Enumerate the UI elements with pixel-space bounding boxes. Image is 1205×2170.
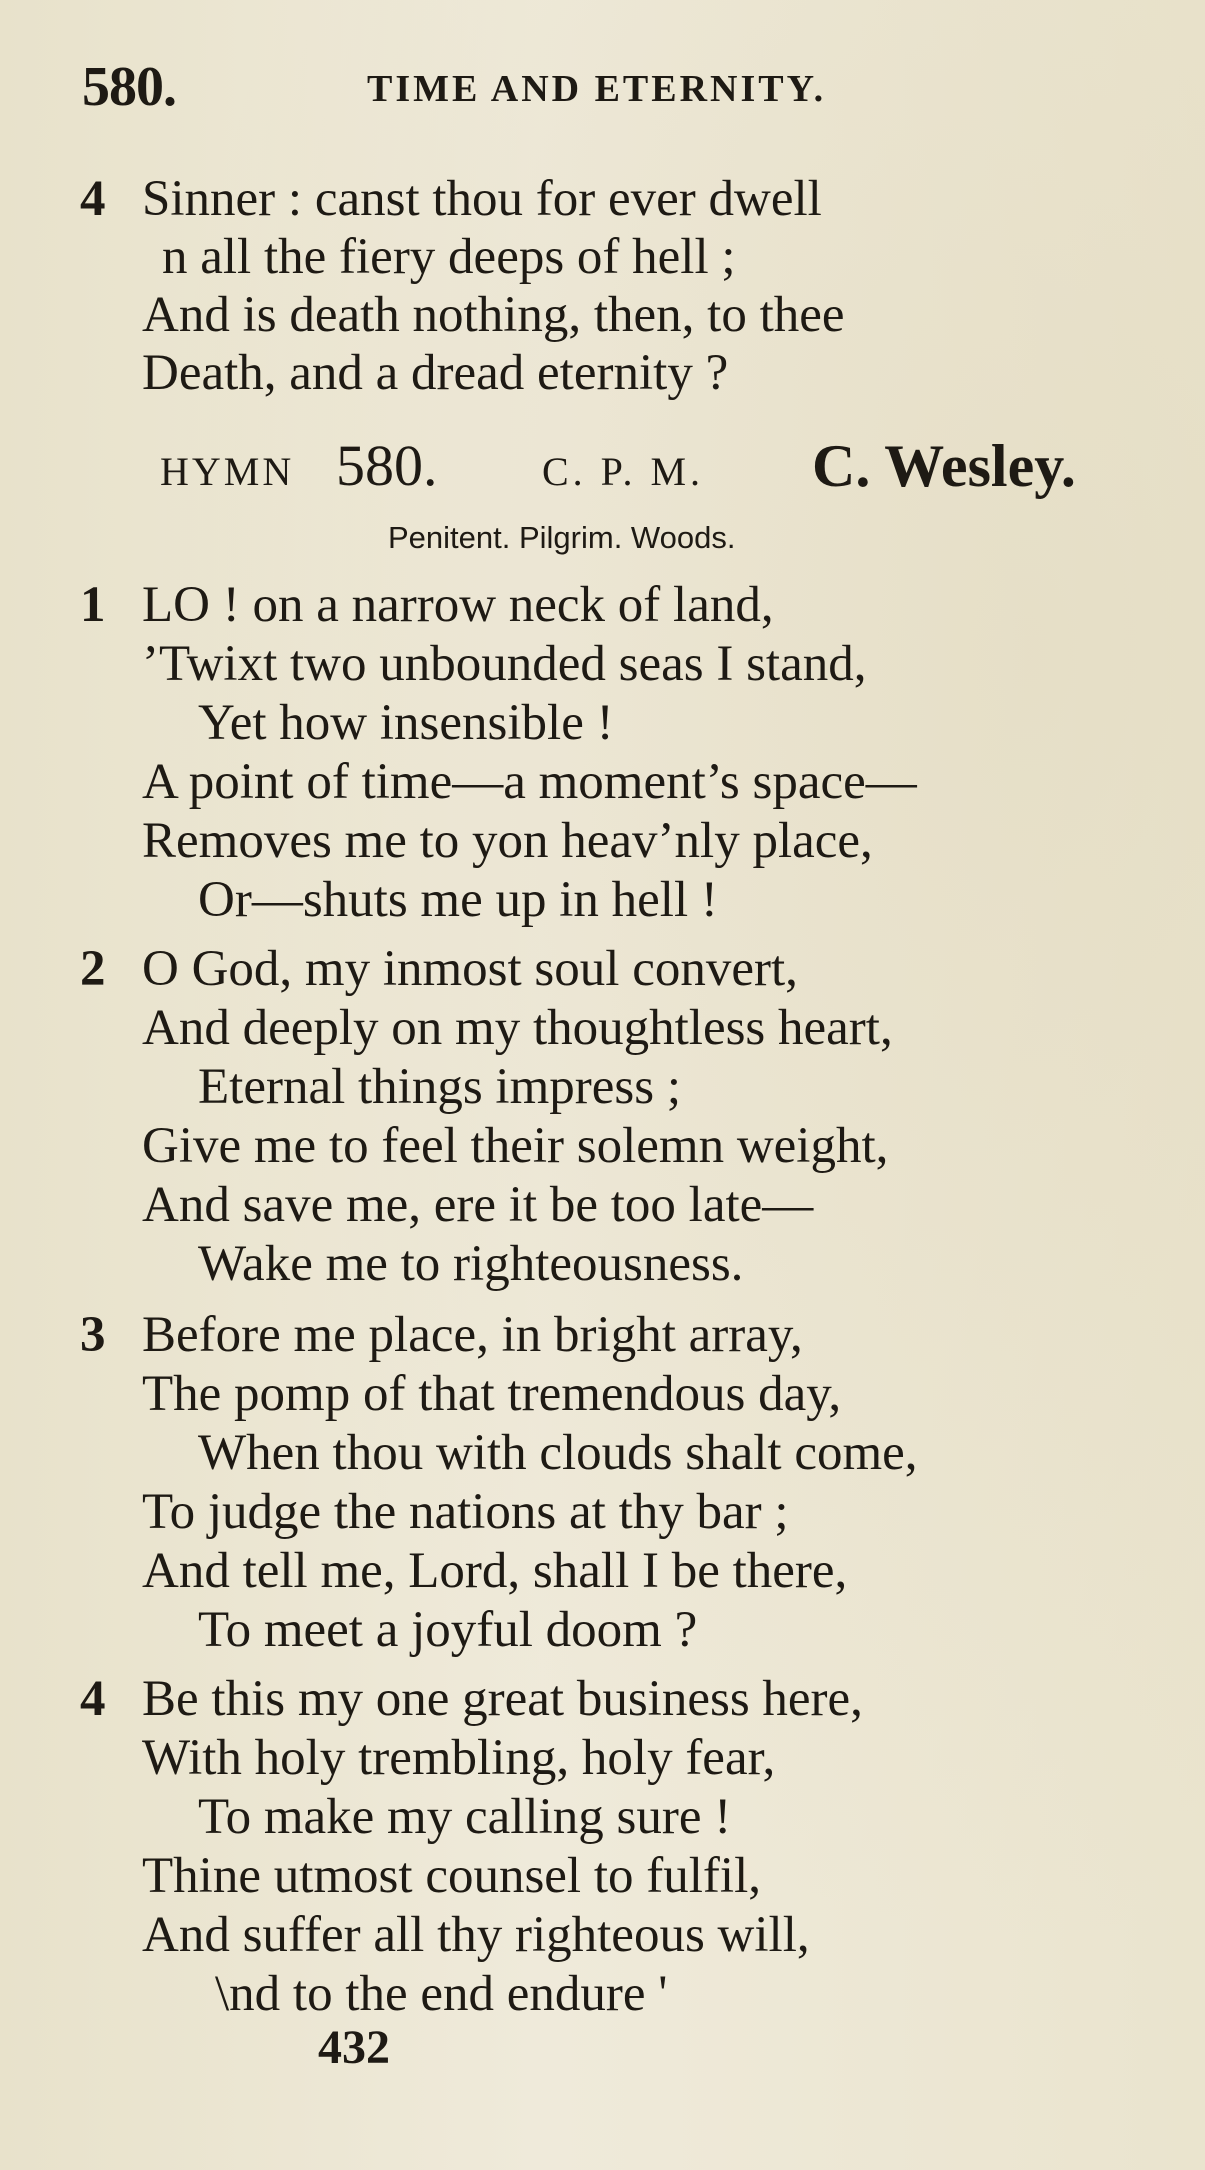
verse-line: And is death nothing, then, to thee xyxy=(142,287,845,343)
hymn-number: 580. xyxy=(336,433,438,498)
hymn-meter: C. P. M. xyxy=(542,449,705,494)
verse-line: Give me to feel their solemn weight, xyxy=(142,1118,889,1174)
verse-line: Sinner : canst thou for ever dwell xyxy=(142,171,822,227)
verse-line: To meet a joyful doom ? xyxy=(198,1602,698,1658)
verse-line: Wake me to righteousness. xyxy=(198,1236,744,1292)
verse-line: n all the fiery deeps of hell ; xyxy=(162,229,736,285)
verse-line: And suffer all thy righteous will, xyxy=(142,1907,810,1963)
verse-line: Be this my one great business here, xyxy=(142,1671,863,1727)
verse-line: And deeply on my thoughtless heart, xyxy=(142,1000,893,1056)
hymn-label: HYMN xyxy=(160,449,295,494)
verse-line: Death, and a dread eternity ? xyxy=(142,345,729,401)
page-number: 580. xyxy=(82,56,176,118)
hymn-heading xyxy=(160,432,1160,502)
verse-line: Yet how insensible ! xyxy=(198,695,614,751)
verse-line: And save me, ere it be too late— xyxy=(142,1177,814,1233)
verse-line: O God, my inmost soul convert, xyxy=(142,941,798,997)
verse-line: The pomp of that tremendous day, xyxy=(142,1366,842,1422)
tune-names: Penitent. Pilgrim. Woods. xyxy=(388,520,736,555)
verse-line: With holy trembling, holy fear, xyxy=(142,1730,776,1786)
signature-mark: 432 xyxy=(318,2021,390,2074)
verse-number: 1 xyxy=(80,577,106,633)
verse-line: A point of time—a moment’s space— xyxy=(142,754,917,810)
verse-number: 4 xyxy=(80,1671,106,1727)
verse-number: 2 xyxy=(80,941,106,997)
verse-line: Removes me to yon heav’nly place, xyxy=(142,813,873,869)
verse-line: Before me place, in bright array, xyxy=(142,1307,803,1363)
verse-line: To judge the nations at thy bar ; xyxy=(142,1484,789,1540)
verse-line: Thine utmost counsel to fulfil, xyxy=(142,1848,761,1904)
verse-number: 3 xyxy=(80,1307,106,1363)
hymn-author: C. Wesley. xyxy=(812,433,1076,499)
verse-line: LO ! on a narrow neck of land, xyxy=(142,577,774,633)
verse-line: Eternal things impress ; xyxy=(198,1059,682,1115)
verse-line: \nd to the end endure ' xyxy=(215,1966,668,2022)
verse-line: Or—shuts me up in hell ! xyxy=(198,872,718,928)
verse-line: To make my calling sure ! xyxy=(198,1789,732,1845)
verse-line: When thou with clouds shalt come, xyxy=(198,1425,918,1481)
page-header xyxy=(82,55,1082,125)
verse-number: 4 xyxy=(80,171,106,227)
verse-line: ’Twixt two unbounded seas I stand, xyxy=(142,636,867,692)
running-title: TIME AND ETERNITY. xyxy=(367,68,827,110)
verse-line: And tell me, Lord, shall I be there, xyxy=(142,1543,848,1599)
